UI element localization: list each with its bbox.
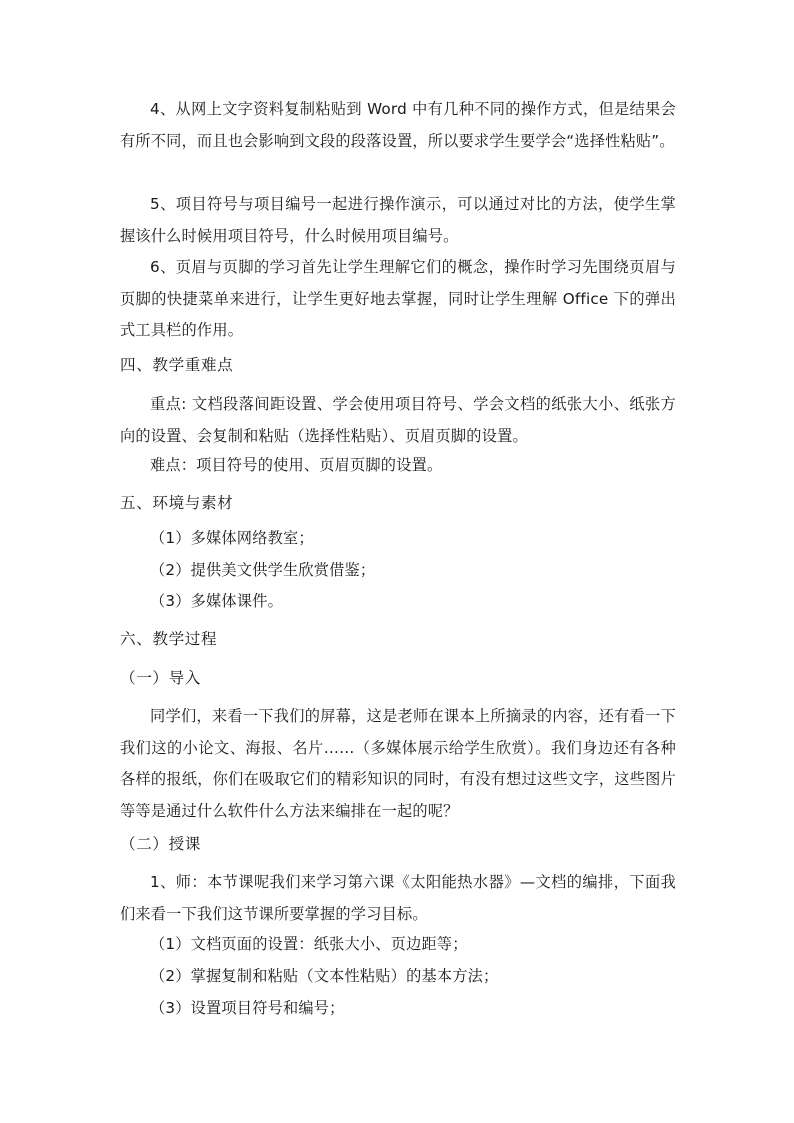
list-item: （2）提供美文供学生欣赏借鉴； <box>150 561 376 579</box>
difficult-points-paragraph: 难点：项目符号的使用、页眉页脚的设置。 <box>150 456 443 474</box>
list-item: （1）文档页面的设置：纸张大小、页边距等； <box>150 935 468 953</box>
list-item: （1）多媒体网络教室； <box>150 529 314 547</box>
key-points-paragraph: 重点: 文档段落间距设置、学会使用项目符号、学会文档的纸张大小、纸张方向的设置、会复制和粘贴（选择性粘贴）、页眉页脚的设置。 <box>120 395 676 445</box>
subsection-heading-introduction: （一）导入 <box>120 669 201 687</box>
section-heading-teaching-process: 六、教学过程 <box>120 630 218 648</box>
introduction-paragraph: 同学们，来看一下我们的屏幕，这是老师在课本上所摘录的内容，还有看一下我们这的小论文、海报、名片……（多媒体展示给学生欣赏）。我们身边还有各种各样的报纸，你们在吸取它们的精彩知识的同时，有没有想过这些文字，这些图片等等是通过什么软件什么方法来编排在一起的呢？ <box>120 707 676 820</box>
list-item: （3）设置项目符号和编号； <box>150 999 345 1017</box>
paragraph-6: 6、页眉与页脚的学习首先让学生理解它们的概念，操作时学习先围绕页眉与页脚的快捷菜单来进行，让学生更好地去掌握，同时让学生理解 Office 下的弹出式工具栏的作用。 <box>120 258 676 340</box>
paragraph-5: 5、项目符号与项目编号一起进行操作演示，可以通过对比的方法，使学生掌握该什么时候用项目符号，什么时候用项目编号。 <box>120 195 676 245</box>
section-heading-key-difficult-points: 四、教学重难点 <box>120 356 234 374</box>
subsection-heading-lecture: （二）授课 <box>120 835 201 853</box>
list-item: （3）多媒体课件。 <box>150 592 283 610</box>
list-item: （2）掌握复制和粘贴（文本性粘贴）的基本方法； <box>150 967 499 985</box>
section-heading-environment-materials: 五、环境与素材 <box>120 494 234 512</box>
paragraph-4: 4、从网上文字资料复制粘贴到 Word 中有几种不同的操作方式，但是结果会有所不同，而且也会影响到文段的段落设置，所以要求学生要学会“选择性粘贴”。 <box>120 100 676 150</box>
lecture-paragraph: 1、师：本节课呢我们来学习第六课《太阳能热水器》—文档的编排，下面我们来看一下我们这节课所要掌握的学习目标。 <box>120 873 676 923</box>
